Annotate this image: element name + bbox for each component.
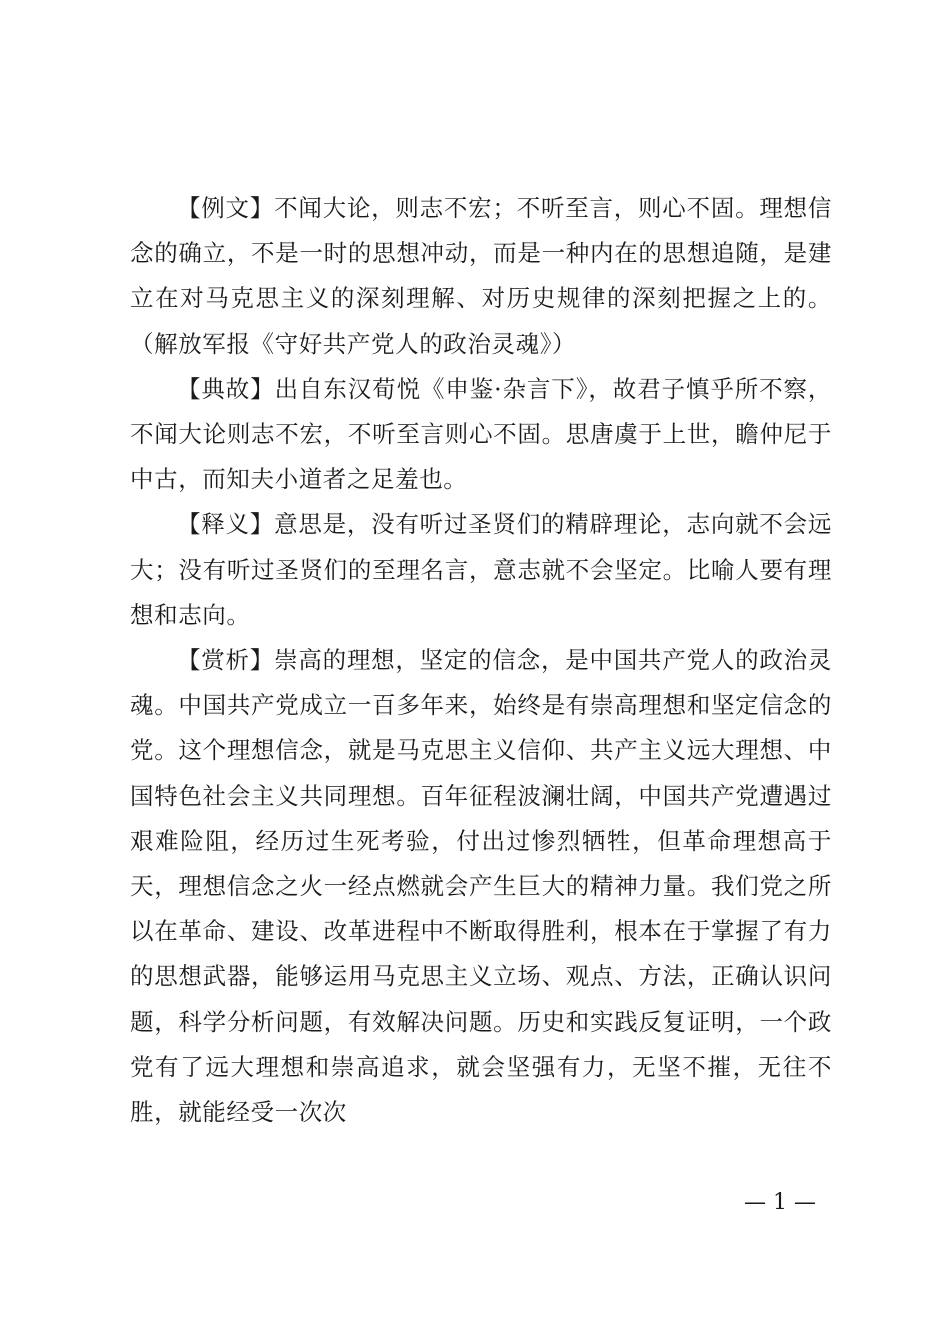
paragraph-text: 意思是，没有听过圣贤们的精辟理论，志向就不会远大；没有听过圣贤们的至理名言，意志就不会坚定。比喻人要有理想和志向。	[130, 510, 832, 629]
section-tag: 【典故】	[177, 374, 275, 403]
paragraph-meaning	[130, 502, 832, 638]
paragraph-text: 崇高的理想，坚定的信念，是中国共产党人的政治灵魂。中国共产党成立一百多年来，始终是有崇高理想和坚定信念的党。这个理想信念，就是马克思主义信仰、共产主义远大理想、中国特色社会主义共同理想。百年征程波澜壮阔，中国共产党遭遇过艰难险阻，经历过生死考验，付出过惨烈牺牲，但革命理想高于天，理想信念之火一经点燃就会产生巨大的精神力量。我们党之所以在革命、建设、改革进程中不断取得胜利，根本在于掌握了有力的思想武器，能够运用马克思主义立场、观点、方法，正确认识问题，科学分析问题，有效解决问题。历史和实践反复证明，一个政党有了远大理想和崇高追求，就会坚强有力，无坚不摧，无往不胜，就能经受一次次	[130, 646, 832, 1127]
paragraph-appreciation	[130, 638, 832, 1135]
paragraph-example	[130, 186, 832, 367]
section-tag: 【赏析】	[177, 646, 275, 675]
document-body	[130, 186, 832, 1135]
paragraph-allusion	[130, 367, 832, 503]
section-tag: 【释义】	[177, 510, 275, 539]
page-number: — 1 —	[744, 1190, 816, 1215]
section-tag: 【例文】	[177, 194, 275, 222]
paragraph-text: 出自东汉荀悦《申鉴·杂言下》，故君子慎乎所不察，不闻大论则志不宏，不听至言则心不固。思唐虞于上世，瞻仲尼于中古，而知夫小道者之足羞也。	[130, 374, 833, 494]
paragraph-text: 不闻大论，则志不宏；不听至言，则心不固。理想信念的确立，不是一时的思想冲动，而是一种内在的思想追随，是建立在对马克思主义的深刻理解、对历史规律的深刻把握之上的。（解放军报《守好共产党人的政治灵魂》）	[130, 194, 832, 358]
